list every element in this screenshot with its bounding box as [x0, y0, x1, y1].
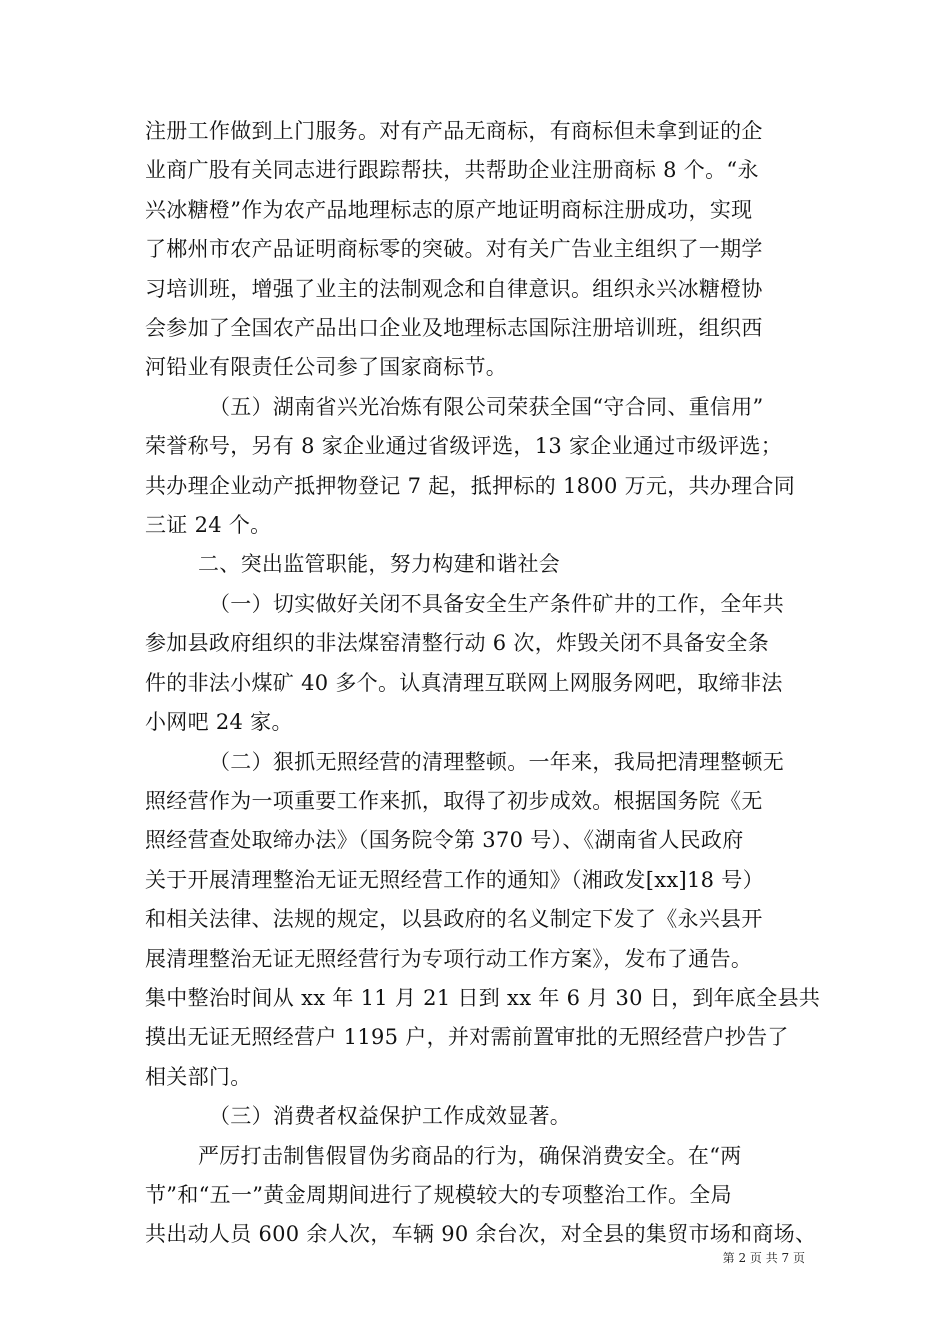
- text-line: 件的非法小煤矿 40 多个。认真清理互联网上网服务网吧，取缔非法: [145, 670, 783, 695]
- document-body: [145, 112, 825, 1255]
- text-line: 荣誉称号，另有 8 家企业通过省级评选，13 家企业通过市级评选；: [145, 434, 783, 459]
- text-line: 小网吧 24 家。: [145, 710, 293, 735]
- text-line: 会参加了全国农产品出口企业及地理标志国际注册培训班，组织西: [145, 316, 763, 341]
- text-line: （一）切实做好关闭不具备安全生产条件矿井的工作，全年共: [209, 591, 785, 616]
- text-line: 摸出无证无照经营户 1195 户，并对需前置审批的无照经营户抄告了: [145, 1025, 789, 1050]
- text-line: 河铅业有限责任公司参了国家商标节。: [145, 355, 508, 380]
- text-line: 照经营查处取缔办法》（国务院令第 370 号）、《湖南省人民政府: [145, 828, 744, 853]
- page-number: 第 2 页 共 7 页: [722, 1251, 805, 1265]
- text-line: 关于开展清理整治无证无照经营工作的通知》（湘政发[xx]18 号）: [145, 867, 764, 892]
- text-line: （五）湖南省兴光冶炼有限公司荣获全国“守合同、重信用”: [209, 394, 764, 419]
- text-line: 节”和“五一”黄金周期间进行了规模较大的专项整治工作。全局: [145, 1182, 732, 1207]
- text-line: 注册工作做到上门服务。对有产品无商标，有商标但未拿到证的企: [145, 119, 763, 143]
- section-heading: 二、突出监管职能，努力构建和谐社会: [198, 552, 561, 577]
- text-line: （二）狠抓无照经营的清理整顿。一年来，我局把清理整顿无: [209, 749, 785, 774]
- text-line: 了郴州市农产品证明商标零的突破。对有关广告业主组织了一期学: [145, 237, 763, 262]
- text-line: 参加县政府组织的非法煤窑清整行动 6 次，炸毁关闭不具备安全条: [145, 631, 770, 656]
- text-line: 习培训班，增强了业主的法制观念和自律意识。组织永兴冰糖橙协: [145, 276, 763, 301]
- text-line: 三证 24 个。: [145, 513, 272, 538]
- text-line: 照经营作为一项重要工作来抓，取得了初步成效。根据国务院《无: [145, 788, 763, 813]
- text-line: 共出动人员 600 余人次，车辆 90 余台次，对全县的集贸市场和商场、: [145, 1222, 817, 1247]
- text-line: 兴冰糖橙”作为农产品地理标志的原产地证明商标注册成功，实现: [145, 197, 753, 222]
- text-line: 严厉打击制售假冒伪劣商品的行为，确保消费安全。在“两: [198, 1143, 742, 1168]
- text-line: 集中整治时间从 xx 年 11 月 21 日到 xx 年 6 月 30 日，到年底全县共: [145, 985, 821, 1010]
- text-line: 业商广股有关同志进行跟踪帮扶，共帮助企业注册商标 8 个。“永: [145, 158, 759, 183]
- subsection-heading: （三）消费者权益保护工作成效显著。: [209, 1104, 572, 1129]
- text-line: 展清理整治无证无照经营行为专项行动工作方案》，发布了通告。: [145, 946, 753, 971]
- text-line: 相关部门。: [145, 1064, 252, 1089]
- text-line: 和相关法律、法规的规定，以县政府的名义制定下发了《永兴县开: [145, 907, 763, 932]
- text-line: 共办理企业动产抵押物登记 7 起，抵押标的 1800 万元，共办理合同: [145, 473, 796, 498]
